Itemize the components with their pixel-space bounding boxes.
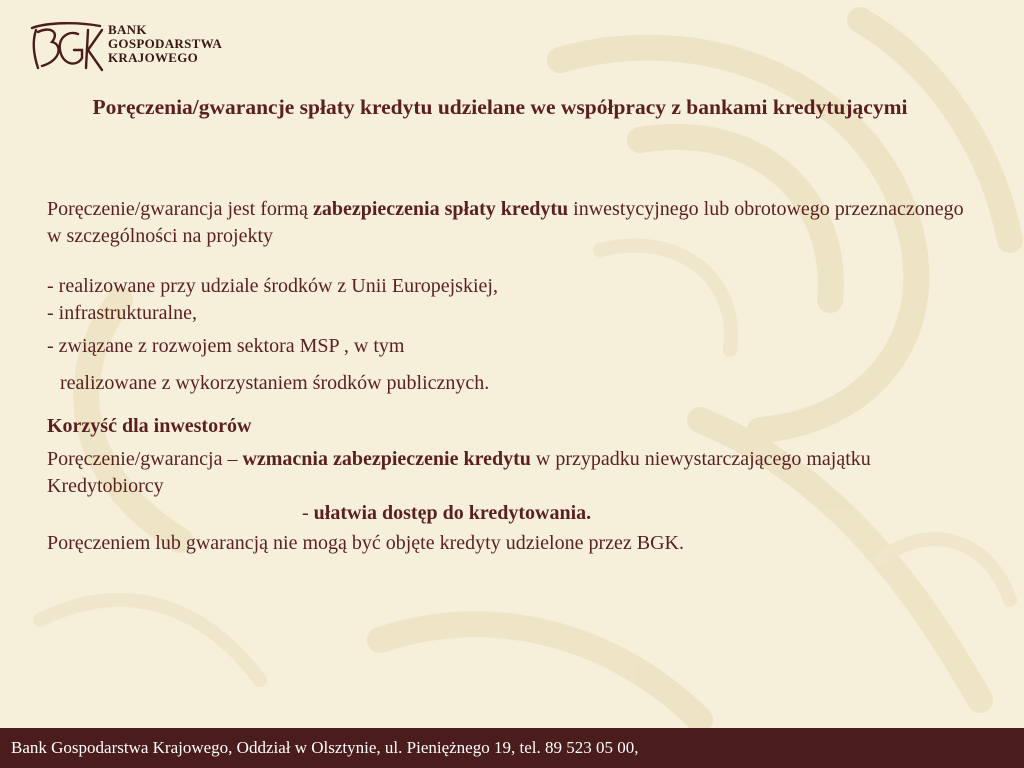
benefit-sub-dash: - bbox=[302, 502, 314, 524]
benefit-last-line: Poręczeniem lub gwarancją nie mogą być objęte kredyty udzielone przez BGK. bbox=[47, 532, 684, 554]
slide-title: Poręczenia/gwarancje spłaty kredytu udzielane we współpracy z bankami kredytującymi bbox=[92, 95, 908, 119]
benefit-sub-bold: ułatwia dostęp do kredytowania. bbox=[313, 502, 592, 524]
intro-text-1: Poręczenie/gwarancja jest formą bbox=[47, 198, 313, 220]
benefit-text-1: Poręczenie/gwarancja – bbox=[47, 448, 243, 470]
slide-content bbox=[47, 196, 967, 557]
bank-name-line-2: GOSPODARSTWA bbox=[108, 36, 223, 51]
bgk-monogram-icon bbox=[28, 20, 104, 74]
list-item-public-funds: realizowane z wykorzystaniem środków publicznych. bbox=[60, 372, 490, 394]
benefit-paragraph bbox=[47, 446, 967, 500]
bgk-logo bbox=[28, 20, 248, 76]
benefit-heading: Korzyść dla inwestorów bbox=[47, 415, 252, 437]
footer-bar: Bank Gospodarstwa Krajowego, Oddział w Olsztynie, ul. Pieniężnego 19, tel. 89 523 05 00, bbox=[0, 728, 1024, 768]
bank-name-line-3: KRAJOWEGO bbox=[108, 50, 199, 65]
list-item-eu: - realizowane przy udziale środków z Unii Europejskiej, bbox=[47, 275, 498, 297]
bank-name-line-1: BANK bbox=[108, 22, 147, 37]
list-item-infrastructure: - infrastrukturalne, bbox=[47, 302, 197, 324]
bank-name bbox=[108, 23, 222, 65]
intro-bold: zabezpieczenia spłaty kredytu bbox=[312, 198, 569, 220]
benefit-bold: wzmacnia zabezpieczenie kredytu bbox=[242, 448, 531, 470]
benefit-text-2: w przypadku niewystarczającego majątku Kredytobiorcy bbox=[47, 448, 871, 497]
intro-paragraph bbox=[47, 196, 967, 250]
list-item-msp: - związane z rozwojem sektora MSP , w tym bbox=[47, 335, 405, 357]
intro-text-2: inwestycyjnego lub obrotowego przeznaczonego w szczególności na projekty bbox=[47, 198, 964, 247]
benefit-sub-line bbox=[47, 500, 967, 527]
